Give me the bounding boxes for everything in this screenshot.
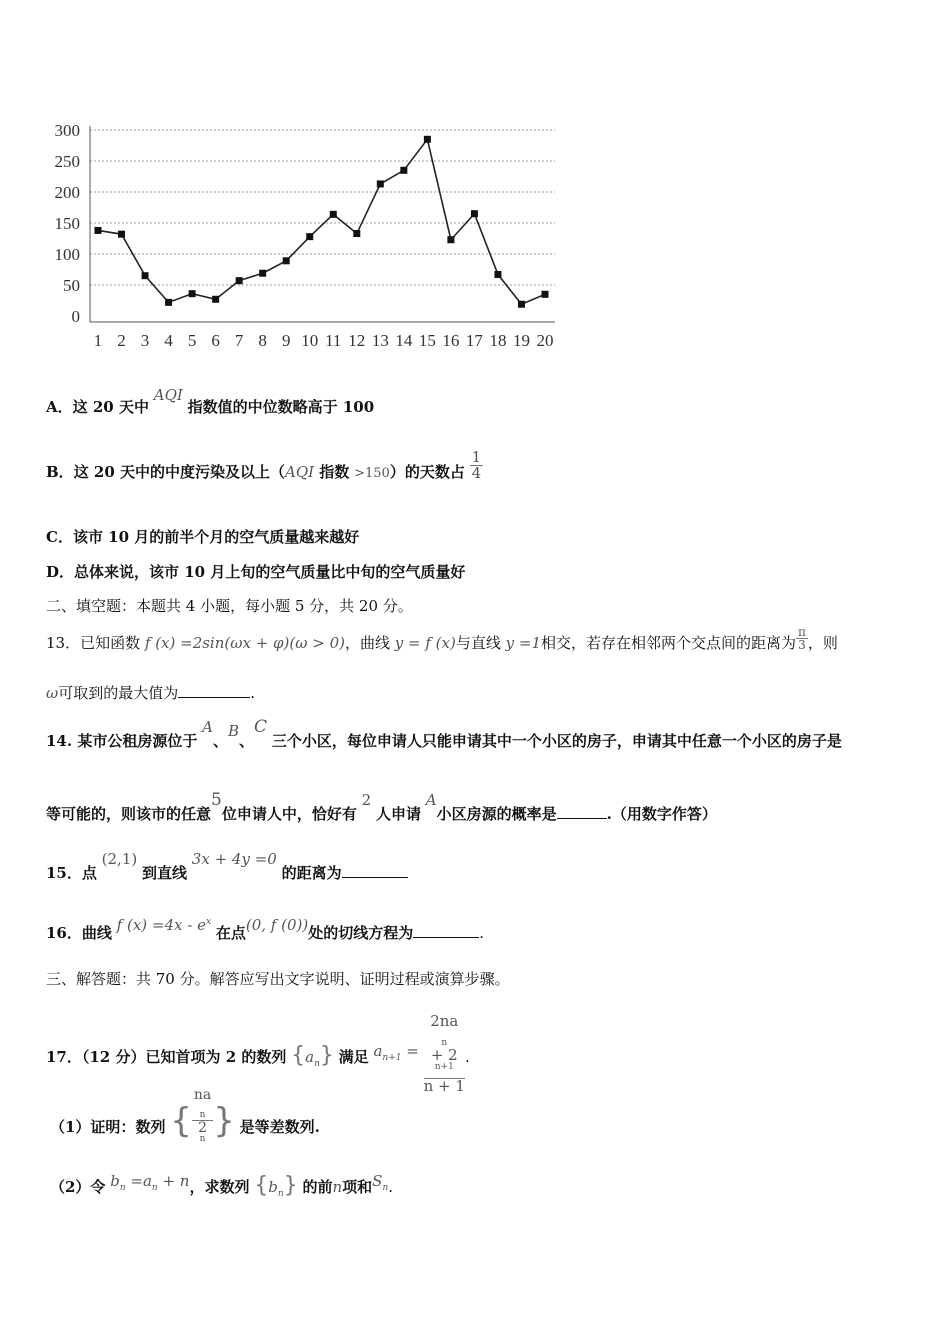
q17-2-bn	[268, 1178, 284, 1199]
q14-A: A	[202, 718, 213, 736]
q17-text2: 满足	[338, 1048, 369, 1066]
q14-text2: 三个小区，每位申请人只能申请其中一个小区的房子，申请其中任意一个小区的房子是	[271, 732, 842, 750]
q13-frac-den: 3	[798, 637, 806, 652]
q17-an-main: a	[305, 1048, 315, 1066]
option-b-mid: 指数	[314, 463, 350, 481]
q17-2-f3: + n	[157, 1172, 190, 1190]
option-b-math: AQI	[285, 463, 315, 481]
q17-2-formula	[110, 1172, 190, 1193]
right-brace-icon: }	[319, 1043, 334, 1068]
q14-text1: 14. 某市公租房源位于	[46, 732, 198, 750]
y-axis	[55, 121, 91, 326]
data-point	[471, 210, 478, 217]
q13-text1: ，曲线	[344, 634, 390, 652]
y-tick-label: 250	[54, 152, 80, 171]
x-tick-label: 5	[187, 331, 197, 350]
left-brace-icon: {	[291, 1043, 306, 1068]
option-b-fraction-den: 4	[471, 463, 482, 482]
x-tick-label: 15	[418, 331, 436, 350]
data-point	[518, 301, 525, 308]
q14-C: C	[254, 717, 268, 737]
q17-2-S-sub: n	[382, 1183, 389, 1193]
q17-2-bn-main: b	[268, 1178, 278, 1196]
chart-gridlines	[90, 130, 555, 285]
q17-2-n: n	[332, 1178, 343, 1196]
option-c-text: 该市 10 月的前半个月的空气质量越来越好	[72, 528, 360, 546]
q17-num-sup: n+1	[434, 1062, 454, 1072]
q17-1-text1: （1）证明：数列	[50, 1118, 166, 1136]
data-point	[236, 277, 243, 284]
data-point	[259, 270, 266, 277]
q14-five: 5	[211, 790, 222, 810]
option-c-label: C．	[46, 528, 73, 546]
q17-1-den-sup: n	[199, 1134, 206, 1145]
x-tick-label: 8	[258, 331, 267, 350]
x-tick-label: 10	[301, 331, 319, 350]
q15-text1: 15．点	[46, 864, 97, 882]
option-b-fraction	[470, 447, 484, 482]
q17-end: .	[464, 1048, 470, 1066]
option-c	[46, 530, 359, 545]
q17-2-sum	[372, 1172, 389, 1193]
q17-lhs-sub: n+1	[382, 1053, 402, 1063]
left-brace-icon: {	[170, 1101, 192, 1141]
q17-2-f-sub: n	[119, 1183, 126, 1193]
q13-frac-num: π	[798, 624, 806, 639]
data-point	[142, 272, 149, 279]
option-a-label: A．	[46, 398, 73, 416]
q17-text1: 17．（12 分）已知首项为 2 的数列	[46, 1048, 287, 1066]
option-b-pre: 这 20 天中的中度污染及以上（	[73, 463, 286, 481]
q13-function: f (x) =2sin(ωx + φ)(ω > 0)	[144, 634, 345, 652]
q17-num-plus: + 2	[430, 1046, 458, 1064]
y-tick-label: 200	[54, 183, 80, 202]
x-tick-label: 4	[164, 331, 173, 350]
q15-answer-blank[interactable]	[342, 877, 408, 878]
q14-B: B	[227, 722, 239, 740]
q16-function	[117, 916, 211, 934]
question-17-part2	[50, 1172, 394, 1199]
right-brace-icon: }	[213, 1101, 235, 1141]
q13-fraction	[796, 626, 808, 651]
question-14-line1	[46, 717, 842, 750]
q14-text3: 等可能的，则该市的任意	[46, 805, 212, 823]
x-axis	[90, 322, 555, 350]
q15-text2: 到直线	[142, 864, 188, 882]
x-tick-label: 18	[489, 331, 507, 350]
question-15	[46, 850, 408, 882]
data-point	[424, 136, 431, 143]
q14-text6: 小区房源的概率是	[436, 805, 557, 823]
question-14-line2	[46, 790, 717, 823]
q17-2-text2: ，求数列	[189, 1178, 250, 1196]
y-tick-label: 150	[54, 214, 80, 233]
series-line	[98, 139, 545, 304]
y-tick-label: 300	[54, 121, 80, 140]
data-point	[95, 227, 102, 234]
q17-1-den-main: 2	[198, 1120, 208, 1137]
x-tick-label: 11	[325, 331, 342, 350]
q14-text4: 位申请人中，恰好有	[221, 805, 357, 823]
q17-2-f2: =a	[125, 1172, 152, 1190]
q17-eq: =	[401, 1042, 419, 1060]
q14-sep2: 、	[239, 732, 255, 750]
section-3-heading: 三、解答题：共 70 分。解答应写出文字说明、证明过程或演算步骤。	[46, 970, 510, 988]
q17-num-sub: n	[441, 1038, 448, 1048]
data-point	[306, 233, 313, 240]
q16-text1: 16．曲线	[46, 924, 112, 942]
q14-answer-blank[interactable]	[557, 818, 607, 819]
question-13-line2	[46, 686, 255, 701]
section-2-heading: 二、填空题：本题共 4 小题，每小题 5 分，共 20 分。	[46, 597, 413, 615]
data-point	[494, 271, 501, 278]
q15-point: (2,1)	[101, 850, 138, 868]
q14-A2: A	[425, 791, 437, 809]
data-point	[283, 257, 290, 264]
q15-line: 3x + 4y =0	[191, 850, 277, 868]
option-b-threshold: >150	[354, 466, 390, 481]
q16-function-main: f (x) =4x - e	[116, 916, 206, 934]
q13-number: 13．已知函数	[46, 634, 141, 652]
q17-1-num-sub: n	[199, 1110, 206, 1121]
x-tick-label: 17	[465, 331, 483, 350]
q13-curve: y = f (x)	[394, 634, 456, 652]
option-d-label: D．	[46, 563, 75, 581]
aqi-line-chart	[40, 112, 580, 352]
option-a	[46, 386, 375, 416]
q17-2-end: .	[388, 1178, 394, 1196]
data-point	[165, 299, 172, 306]
q16-point: (0, f (0))	[245, 916, 309, 934]
option-a-post: 指数值的中位数略高于 100	[187, 398, 375, 416]
y-tick-label: 0	[71, 307, 80, 326]
data-point	[212, 296, 219, 303]
q14-text7: .（用数字作答）	[606, 805, 717, 823]
q17-2-bn-sub: n	[277, 1189, 284, 1199]
option-b	[46, 447, 483, 482]
q14-two: 2	[361, 791, 372, 809]
q17-1-num-main: na	[193, 1087, 212, 1104]
question-17-part1	[50, 1087, 320, 1150]
q14-sep1: 、	[212, 732, 228, 750]
x-tick-label: 16	[442, 331, 460, 350]
data-point	[542, 291, 549, 298]
x-tick-label: 2	[117, 331, 126, 350]
option-b-post: ）的天数占	[389, 463, 465, 481]
x-tick-label: 1	[93, 331, 103, 350]
x-tick-label: 19	[512, 331, 530, 350]
option-a-math: AQI	[153, 386, 183, 404]
y-tick-label: 100	[54, 245, 80, 264]
x-tick-label: 14	[395, 331, 413, 350]
q13-text5: 可取到的最大值为	[58, 684, 179, 702]
q17-2-f: b	[110, 1172, 120, 1190]
q17-2-text3: 的前	[302, 1178, 333, 1196]
q13-omega: ω	[46, 684, 59, 702]
q16-text2: 在点	[215, 924, 246, 942]
data-point	[447, 236, 454, 243]
option-b-label: B．	[46, 463, 74, 481]
q13-line: y =1	[505, 634, 541, 652]
q17-an	[305, 1048, 320, 1069]
q17-2-text1: （2）令	[50, 1178, 106, 1196]
data-point	[400, 167, 407, 174]
q17-num-main: 2na	[430, 1012, 459, 1030]
q17-1-fraction	[192, 1088, 213, 1149]
q15-text3: 的距离为	[281, 864, 342, 882]
q13-text3: 相交，若存在相邻两个交点间的距离为	[541, 634, 797, 652]
q13-text2: 与直线	[455, 634, 501, 652]
q16-answer-blank[interactable]	[413, 937, 479, 938]
x-tick-label: 12	[348, 331, 366, 350]
q16-function-exp: x	[205, 917, 212, 927]
x-tick-label: 9	[281, 331, 291, 350]
aqi-series	[95, 136, 549, 308]
q17-1-frac-den	[192, 1121, 213, 1150]
y-tick-label: 50	[63, 276, 80, 295]
data-point	[377, 180, 384, 187]
left-brace-icon: {	[254, 1173, 269, 1198]
q17-frac-den: n + 1	[423, 1077, 465, 1095]
option-b-fraction-num: 1	[471, 447, 482, 466]
x-tick-label: 20	[536, 331, 554, 350]
q17-2-S: S	[372, 1172, 383, 1190]
x-tick-label: 13	[371, 331, 389, 350]
data-point	[189, 290, 196, 297]
q17-2-text4: 项和	[342, 1178, 373, 1196]
q17-lhs	[373, 1042, 419, 1063]
data-point	[330, 211, 337, 218]
q17-lhs-main: a	[373, 1042, 383, 1060]
q14-text5: 人申请	[375, 805, 421, 823]
x-tick-label: 3	[140, 331, 150, 350]
x-tick-label: 7	[234, 331, 244, 350]
q16-end: .	[479, 924, 484, 942]
q13-text4: ，则	[807, 634, 838, 652]
q17-an-sub: n	[314, 1059, 320, 1069]
q17-fraction	[424, 1014, 465, 1094]
q13-end: .	[250, 684, 256, 702]
question-16	[46, 916, 484, 942]
q17-1-frac-num	[192, 1088, 213, 1121]
x-tick-label: 6	[211, 331, 220, 350]
q17-2-f2-sub: n	[151, 1183, 158, 1193]
data-point	[353, 230, 360, 237]
question-17	[46, 1012, 470, 1095]
option-a-pre: 这 20 天中	[72, 398, 149, 416]
q17-frac-num	[424, 1014, 465, 1079]
option-d-text: 总体来说，该市 10 月上旬的空气质量比中旬的空气质量好	[74, 563, 466, 581]
q16-text3: 处的切线方程为	[308, 924, 414, 942]
option-d	[46, 565, 465, 580]
q13-answer-blank[interactable]	[178, 697, 250, 698]
right-brace-icon: }	[283, 1173, 298, 1198]
question-13-line1	[46, 624, 838, 652]
q17-1-text2: 是等差数列.	[239, 1118, 320, 1136]
data-point	[118, 231, 125, 238]
